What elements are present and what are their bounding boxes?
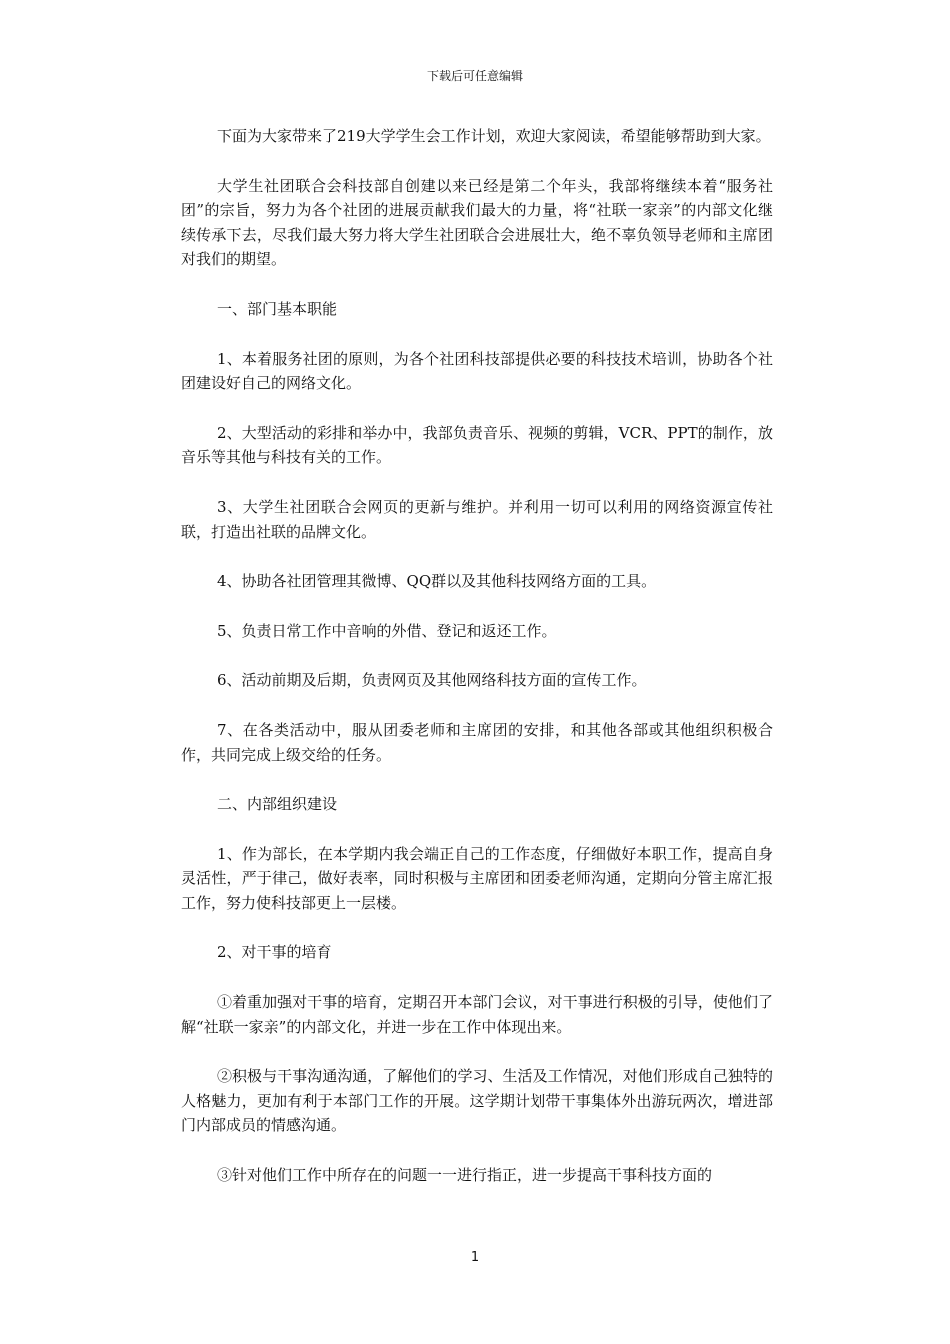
training-item-3: ③针对他们工作中所存在的问题一一进行指正，进一步提高干事科技方面的 <box>217 1166 713 1185</box>
function-item-6: 6、活动前期及后期，负责网页及其他网络科技方面的宣传工作。 <box>217 671 647 690</box>
page-header: 下载后可任意编辑 <box>426 69 523 83</box>
page-number: 1 <box>470 1250 480 1265</box>
function-item-2: 2、大型活动的彩排和举办中，我部负责音乐、视频的剪辑，VCR、PPT的制作，放音乐等其他与科技有关的工作。 <box>181 423 773 467</box>
function-item-7: 7、在各类活动中，服从团委老师和主席团的安排，和其他各部或其他组织积极合作，共同完成上级交给的任务。 <box>181 720 773 764</box>
training-item-2: ②积极与干事沟通沟通，了解他们的学习、生活及工作情况，对他们形成自己独特的人格魅力，更加有利于本部门工作的开展。这学期计划带干事集体外出游玩两次，增进部门内部成员的情感沟通。 <box>181 1067 773 1135</box>
function-item-4: 4、协助各社团管理其微博、QQ群以及其他科技网络方面的工具。 <box>217 572 657 591</box>
intro-paragraph: 下面为大家带来了219大学学生会工作计划，欢迎大家阅读，希望能够帮助到大家。 <box>217 127 771 145</box>
section-heading-organization: 二、内部组织建设 <box>217 795 338 814</box>
section-heading-functions: 一、部门基本职能 <box>217 299 338 318</box>
function-item-3: 3、大学生社团联合会网页的更新与维护。并利用一切可以利用的网络资源宣传社联，打造出社联的品牌文化。 <box>181 497 773 541</box>
organization-item-2: 2、对干事的培育 <box>217 943 332 962</box>
purpose-paragraph: 大学生社团联合会科技部自创建以来已经是第二个年头，我部将继续本着“服务社团”的宗旨，努力为各个社团的进展贡献我们最大的力量，将“社联一家亲”的内部文化继续传承下去，尽我们最大努力将大学生社团联合会进展壮大，绝不辜负领导老师和主席团对我们的期望。 <box>181 176 773 269</box>
organization-item-1: 1、作为部长，在本学期内我会端正自己的工作态度，仔细做好本职工作，提高自身灵活性，严于律己，做好表率，同时积极与主席团和团委老师沟通，定期向分管主席汇报工作，努力使科技部更上一层楼。 <box>181 844 773 912</box>
training-item-1: ①着重加强对干事的培育，定期召开本部门会议，对干事进行积极的引导，使他们了解“社联一家亲”的内部文化，并进一步在工作中体现出来。 <box>181 993 773 1036</box>
function-item-1: 1、本着服务社团的原则，为各个社团科技部提供必要的科技技术培训，协助各个社团建设好自己的网络文化。 <box>181 349 773 393</box>
document-body <box>181 124 773 1213</box>
function-item-5: 5、负责日常工作中音响的外借、登记和返还工作。 <box>217 621 557 640</box>
